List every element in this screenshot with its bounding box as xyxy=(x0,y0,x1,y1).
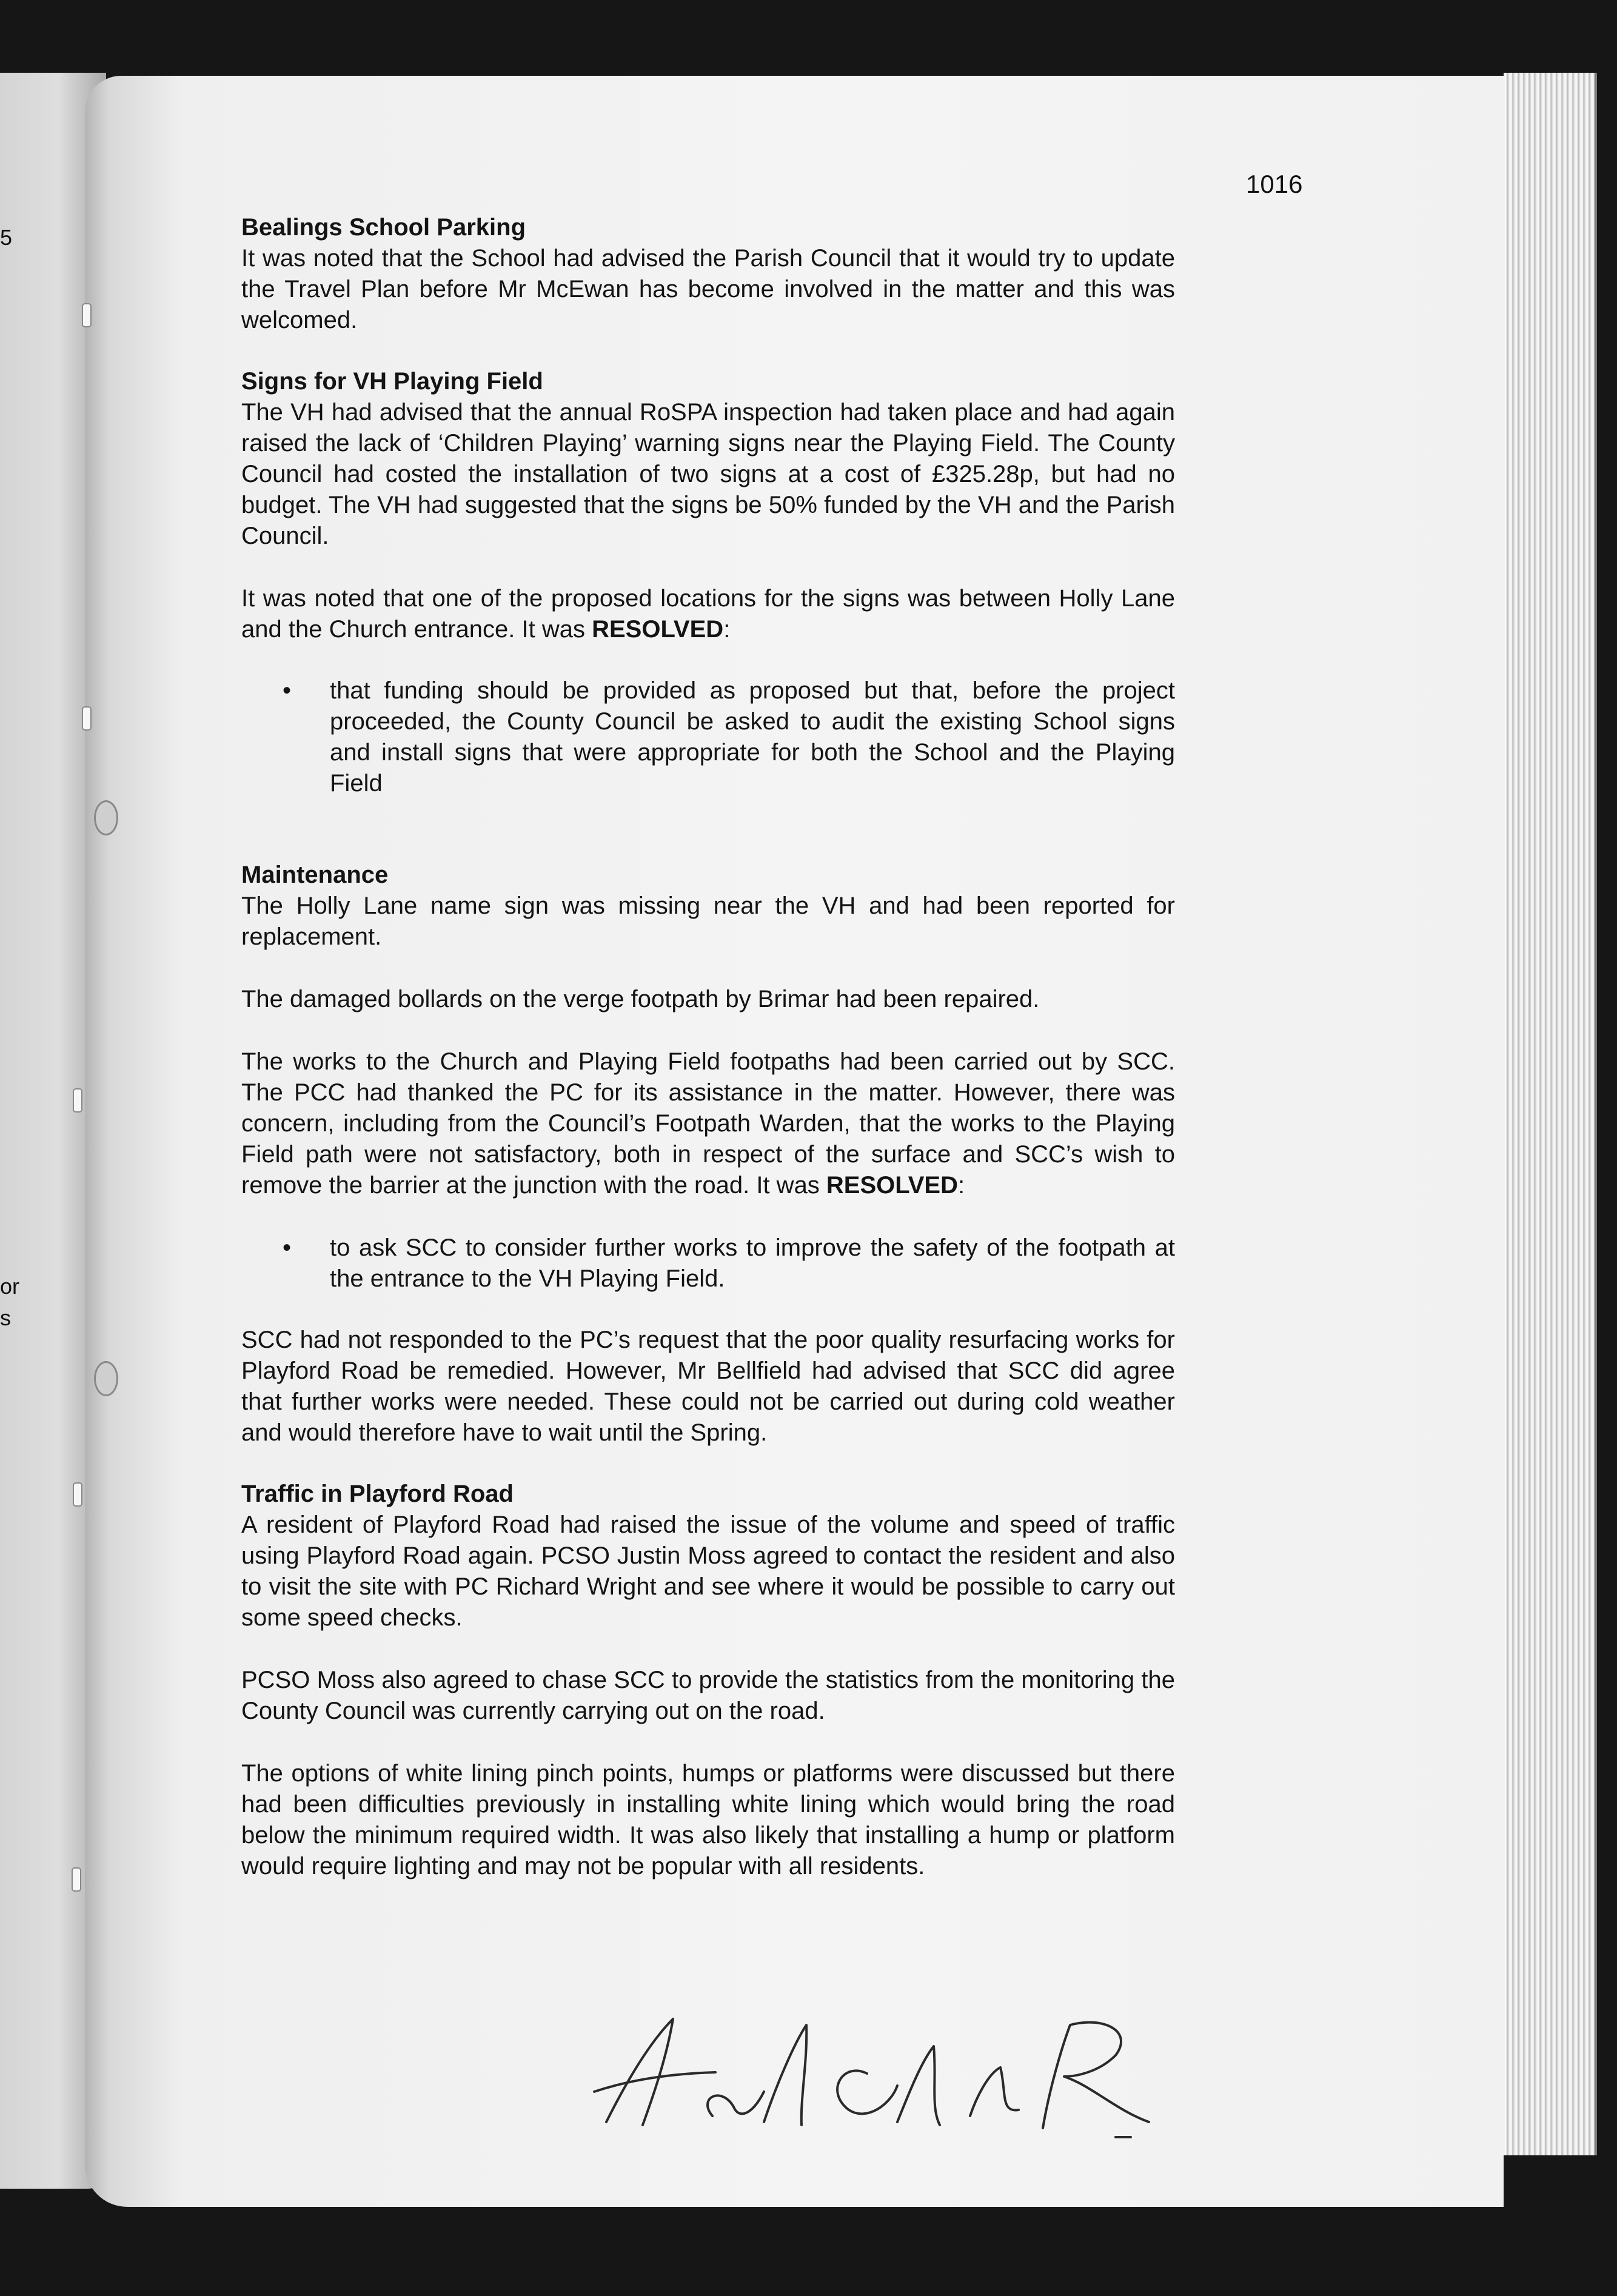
binding-ring xyxy=(73,1088,82,1113)
paragraph: The options of white lining pinch points, humps or platforms were discussed but there had been difficulties previously in installing white lining which would bring the road below the minimum required width. It was also likely that installing a hump or platform would require lighting and may not be popular with all residents. xyxy=(241,1760,1175,1879)
paragraph-text: The works to the Church and Playing Field footpaths had been carried out by SCC. The PCC had thanked the PC for its assistance in the matter. However, there was concern, including from the Council’s Footpath Warden, that the works to the Playing Field path were not satisfactory, both in respect of the surface and SCC’s wish to remove the barrier at the junction with the road. It was xyxy=(241,1048,1175,1199)
paragraph: It was noted that the School had advised the Parish Council that it would try to update the Travel Plan before Mr McEwan has become involved in the matter and this was welcomed. xyxy=(241,245,1175,333)
bullet-item: • to ask SCC to consider further works to improve the safety of the footpath at the entrance to the VH Playing Field. xyxy=(330,1233,1175,1294)
binding-ring xyxy=(72,1867,81,1892)
paragraph-text: : xyxy=(958,1172,965,1199)
bullet-list xyxy=(241,675,1175,799)
paragraph-text: It was noted that one of the proposed locations for the signs was between Holly Lane and the Church entrance. It was xyxy=(241,585,1175,643)
minutes-content xyxy=(241,212,1175,1882)
binding-ring xyxy=(82,706,92,731)
paragraph-resolution xyxy=(241,1046,1175,1201)
section-heading-bealings: Bealings School Parking xyxy=(241,214,526,241)
paragraph: SCC had not responded to the PC’s request that the poor quality resurfacing works for Playford Road be remedied. However, Mr Bellfield had advised that SCC did agree that further works were needed. These could not be carried out during cold weather and would therefore have to wait until the Spring. xyxy=(241,1327,1175,1446)
section-heading-traffic: Traffic in Playford Road xyxy=(241,1481,514,1507)
book-page-edges xyxy=(1504,73,1597,2155)
resolved-label: RESOLVED xyxy=(592,616,724,643)
paragraph: The VH had advised that the annual RoSPA inspection had taken place and had again raised the lack of ‘Children Playing’ warning signs near the Playing Field. The County Council had costed the installation of two signs at a cost of £325.28p, but had no budget. The VH had suggested that the signs be 50% funded by the VH and the Parish Council. xyxy=(241,399,1175,549)
paragraph: The Holly Lane name sign was missing near the VH and had been reported for replacement. xyxy=(241,892,1175,950)
paragraph: The damaged bollards on the verge footpath by Brimar had been repaired. xyxy=(241,986,1040,1012)
binding-ring xyxy=(73,1482,82,1507)
left-page-fragment: or xyxy=(0,1274,20,1299)
section-heading-signs: Signs for VH Playing Field xyxy=(241,368,543,395)
punch-hole xyxy=(94,1361,118,1396)
paragraph-text: : xyxy=(723,616,731,643)
punch-hole xyxy=(94,800,118,835)
page-number: 1016 xyxy=(1246,170,1303,198)
left-page-fragment: 5 xyxy=(0,225,13,250)
bullet-item: • that funding should be provided as proposed but that, before the project proceeded, the County Council be asked to audit the existing School signs and install signs that were appropriate for both the School and the Playing Field xyxy=(330,675,1175,799)
resolved-label: RESOLVED xyxy=(826,1172,958,1199)
section-heading-maintenance: Maintenance xyxy=(241,862,389,888)
signature-icon xyxy=(582,2001,1152,2146)
binding-ring xyxy=(82,303,92,327)
bullet-list xyxy=(241,1233,1175,1294)
paragraph: PCSO Moss also agreed to chase SCC to provide the statistics from the monitoring the County Council was currently carrying out on the road. xyxy=(241,1667,1175,1724)
paragraph-resolution xyxy=(241,583,1175,645)
paragraph: A resident of Playford Road had raised the issue of the volume and speed of traffic using Playford Road again. PCSO Justin Moss agreed to contact the resident and also to visit the site with PC Richard Wright and see where it would be possible to carry out some speed checks. xyxy=(241,1511,1175,1631)
left-page-fragment: s xyxy=(0,1305,11,1330)
